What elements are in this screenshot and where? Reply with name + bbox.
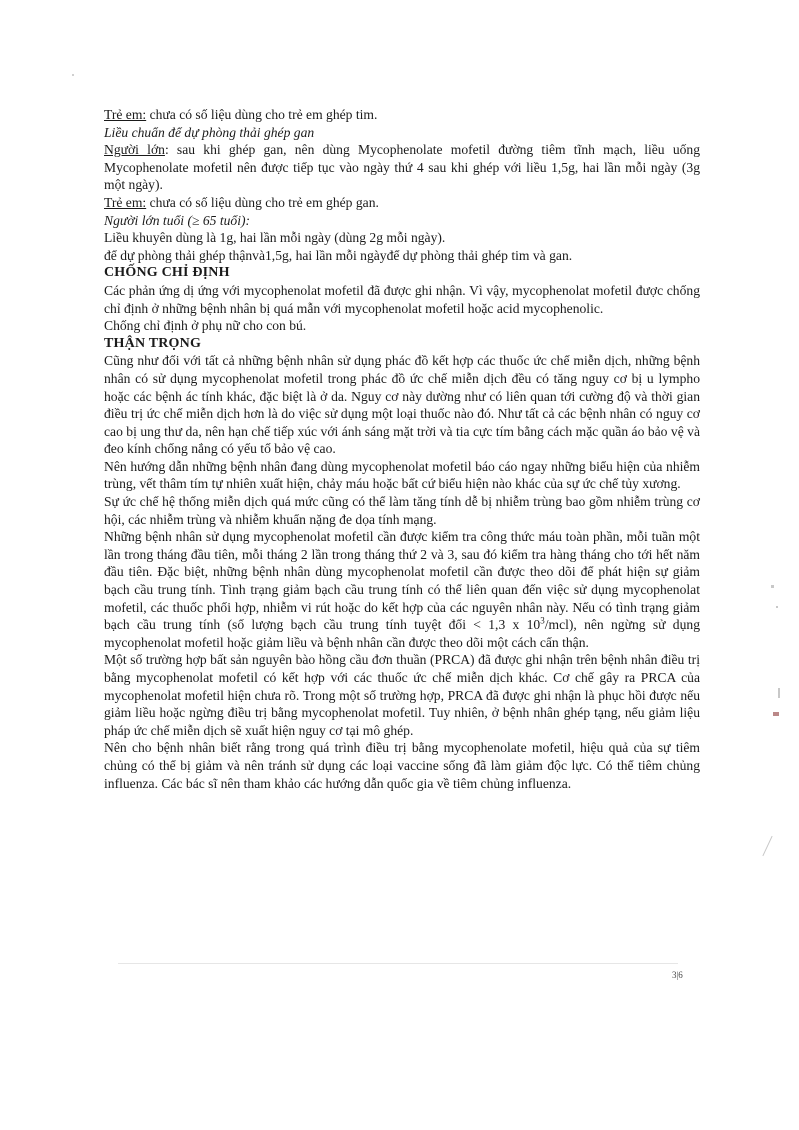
paragraph: Một số trường hợp bất sản nguyên bào hồng cầu đơn thuần (PRCA) đã được ghi nhận trên bệnh nhân điều trị bằng mycophenolat mofetil có kết hợp với các thuốc ức chế miễn dịch khác. Cơ chế gây ra PRCA của mycophenolat mofetil hiện chưa rõ. Trong một số trường hợp, PRCA đã được ghi nhận là phục hồi được nếu giảm liều hoặc ngừng điều trị bằng mycophenolat mofetil. Tuy nhiên, ở bệnh nhân ghép tạng, nếu giảm liệu pháp ức chế miễn dịch sẽ xuất hiện nguy cơ tại mô ghép. — [104, 652, 700, 738]
scan-speck — [778, 688, 780, 698]
section-heading: THẬN TRỌNG — [104, 335, 202, 351]
footer-divider — [118, 963, 678, 964]
paragraph: Sự ức chế hệ thống miễn dịch quá mức cũng có thể làm tăng tính dễ bị nhiễm trùng bao gồm nhiễm trùng cơ hội, các nhiễm trùng và nhiễm khuẩn nặng đe dọa tính mạng. — [104, 494, 700, 527]
paragraph: để dự phòng thải ghép thậnvà1,5g, hai lần mỗi ngàyđể dự phòng thải ghép tim và gan. — [104, 247, 573, 263]
paragraph: Các phản ứng dị ứng với mycophenolat mofetil đã được ghi nhận. Vì vậy, mycophenolat mofetil được chống chỉ định ở những bệnh nhân bị quá mẫn với mycophenolat mofetil hoặc acid mycophenolic. — [104, 282, 700, 316]
underlined-label: Người lớn — [104, 142, 165, 158]
paragraph: Người lớn: sau khi ghép gan, nên dùng Mycophenolate mofetil đường tiêm tĩnh mạch, liều uống Mycophenolate mofetil nên được tiếp tục vào ngày thứ 4 sau khi ghép với liều 1,5g, hai lần mỗi ngày (3g một ngày). — [104, 142, 701, 193]
subheading: Liều chuẩn để dự phòng thải ghép gan — [104, 124, 315, 140]
scan-speck — [762, 836, 772, 856]
paragraph: Nên cho bệnh nhân biết rằng trong quá trình điều trị bằng mycophenolate mofetil, hiệu quả của sự tiêm chủng có thể bị giảm và nên tránh sử dụng các loại vaccine sống đã làm giảm độc lực. Có thể tiêm chủng influenza. Các bác sĩ nên tham khảo các hướng dẫn quốc gia về tiêm chủng influenza. — [104, 740, 700, 791]
scan-speck — [771, 585, 774, 588]
paragraph: Trẻ em: chưa có số liệu dùng cho trẻ em ghép gan. — [104, 194, 379, 210]
underlined-label: Trẻ em: — [104, 107, 147, 122]
document-body — [104, 106, 700, 792]
scan-speck — [72, 74, 74, 76]
paragraph: Nên hướng dẫn những bệnh nhân đang dùng mycophenolat mofetil báo cáo ngay những biểu hiện của nhiễm trùng, vết thâm tím tự nhiên xuất hiện, chảy máu hoặc bất cứ biểu hiện nào khác của sự ức chế tủy xương. — [104, 458, 700, 492]
scan-speck — [773, 712, 779, 716]
paragraph: Những bệnh nhân sử dụng mycophenolat mofetil cần được kiểm tra công thức máu toàn phần, mỗi tuần một lần trong tháng đầu tiên, mỗi tháng 2 lần trong tháng thứ 2 và 3, sau đó kiểm tra hàng tháng cho tới hết năm đầu tiên. Đặc biệt, những bệnh nhân dùng mycophenolat mofetil cần được theo dõi để phát hiện sự giảm bạch cầu trung tính. Tình trạng giảm bạch cầu trung tính có thể liên quan đến việc sử dụng mycophenolat mofetil, các thuốc phối hợp, nhiễm vi rút hoặc do kết hợp của các nguyên nhân này. Nếu có tình trạng giảm bạch cầu trung tính (số lượng bạch cầu trung tính tuyệt đối < 1,3 x $10^3/mcl$), nên ngừng sử dụng mycophenolat mofetil hoặc giảm liều và bệnh nhân cần được theo dõi một cách cẩn thận. — [104, 529, 700, 650]
scan-speck — [776, 606, 778, 608]
page-number: 3|6 — [672, 970, 683, 980]
subheading: Người lớn tuổi (≥ 65 tuổi): — [104, 212, 251, 228]
section-heading: CHỐNG CHỈ ĐỊNH — [104, 265, 230, 281]
paragraph: Chống chỉ định ở phụ nữ cho con bú. — [104, 318, 307, 334]
paragraph: Cũng như đối với tất cả những bệnh nhân sử dụng phác đồ kết hợp các thuốc ức chế miễn dịch, những bệnh nhân có sử dụng mycophenolat mofetil trong phác đồ ức chế miễn dịch đều có tăng nguy cơ bị u lympho hoặc các bệnh ác tính khác, đặc biệt là ở da. Nguy cơ này dường như có liên quan tới cường độ và thời gian điều trị ức chế miễn dịch hơn là do việc sử dụng một loại thuốc nào đó. Như tất cả các bệnh nhân có nguy cơ cao bị ung thư da, nên hạn chế tiếp xúc với ánh sáng mặt trời và tia cực tím bằng cách mặc quần áo bảo vệ và đeo kính chống nắng có yếu tố bảo vệ cao. — [104, 353, 700, 457]
paragraph: Liều khuyên dùng là 1g, hai lần mỗi ngày (dùng 2g mỗi ngày). — [104, 230, 446, 246]
underlined-label: Trẻ em: — [104, 194, 147, 210]
paragraph: Trẻ em: chưa có số liệu dùng cho trẻ em ghép tim. — [104, 107, 378, 122]
